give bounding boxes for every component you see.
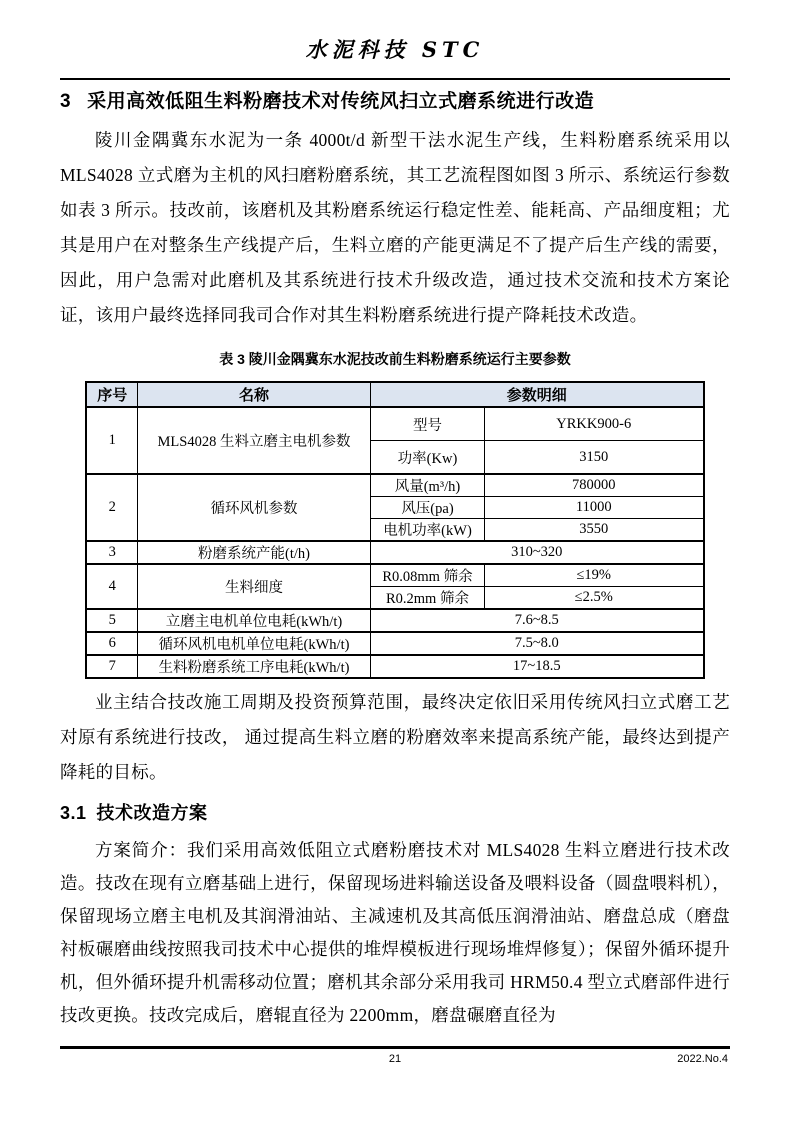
cell-param-value: YRKK900-6: [484, 407, 703, 441]
table-row: [86, 474, 703, 497]
cell-row-no: 2: [86, 474, 137, 541]
cell-param-value: 3550: [484, 519, 703, 542]
cell-row-value: 310~320: [370, 541, 703, 564]
section-heading: [60, 89, 730, 115]
cell-param-name: 电机功率(kW): [370, 519, 484, 542]
cell-param-value: 3150: [484, 441, 703, 475]
page-number: 21: [388, 1053, 402, 1065]
cell-param-name: R0.2mm 筛余: [370, 587, 484, 610]
col-header-name: 名称: [137, 382, 370, 407]
col-header-detail: 参数明细: [370, 382, 703, 407]
cell-row-name: 循环风机电机单位电耗(kWh/t): [137, 632, 370, 655]
cell-row-name: 生料粉磨系统工序电耗(kWh/t): [137, 655, 370, 678]
section-number: 3: [60, 91, 72, 112]
table-row: [86, 655, 703, 678]
parameters-table: [85, 381, 704, 679]
table-row: [86, 609, 703, 632]
table-caption: 表 3 陵川金隅冀东水泥技改前生料粉磨系统运行主要参数: [219, 351, 571, 367]
cell-row-no: 3: [86, 541, 137, 564]
cell-param-value: ≤2.5%: [484, 587, 703, 610]
cell-row-no: 6: [86, 632, 137, 655]
section-title: 采用高效低阻生料粉磨技术对传统风扫立式磨系统进行改造: [87, 91, 595, 112]
cell-row-no: 7: [86, 655, 137, 678]
cell-row-value: 7.5~8.0: [370, 632, 703, 655]
subsection-number: 3.1: [60, 803, 87, 823]
cell-row-name: 循环风机参数: [137, 474, 370, 541]
issue-label: 2022.No.4: [677, 1053, 728, 1065]
cell-param-value: 11000: [484, 497, 703, 519]
paragraph-plan: 方案简介：我们采用高效低阻立式磨粉磨技术对 MLS4028 生料立磨进行技术改造。技改在现有立磨基础上进行，保留现场进料输送设备及喂料设备（圆盘喂料机），保留现场立磨主电机及其润滑油站、主减速机及其高低压润滑油站、磨盘总成（磨盘衬板碾磨曲线按照我司技术中心提供的堆焊模板进行现场堆焊修复）；保留外循环提升机，但外循环提升机需移动位置；磨机其余部分采用我司 HRM50.4 型立式磨部件进行技改更换。技改完成后，磨辊直径为 2200mm，磨盘碾磨直径为: [60, 840, 730, 1025]
cell-param-name: 风量(m³/h): [370, 474, 484, 497]
page-footer: [60, 1046, 730, 1071]
paragraph-decision: 业主结合技改施工周期及投资预算范围，最终决定依旧采用传统风扫立式磨工艺对原有系统进行技改， 通过提高生料立磨的粉磨效率来提高系统产能，最终达到提产降耗的目标。: [60, 692, 730, 782]
subsection-heading: [60, 800, 730, 826]
cell-row-no: 5: [86, 609, 137, 632]
cell-param-name: R0.08mm 筛余: [370, 564, 484, 587]
header-rule: [60, 78, 730, 80]
cell-param-name: 风压(pa): [370, 497, 484, 519]
cell-param-value: 780000: [484, 474, 703, 497]
cell-row-value: 17~18.5: [370, 655, 703, 678]
cell-param-value: ≤19%: [484, 564, 703, 587]
cell-row-value: 7.6~8.5: [370, 609, 703, 632]
cell-row-name: 生料细度: [137, 564, 370, 609]
table-row: [86, 632, 703, 655]
cell-param-name: 功率(Kw): [370, 441, 484, 475]
table-header-row: [86, 382, 703, 407]
subsection-title: 技术改造方案: [96, 803, 208, 823]
cell-row-no: 1: [86, 407, 137, 474]
cell-row-name: 粉磨系统产能(t/h): [137, 541, 370, 564]
cell-row-name: MLS4028 生料立磨主电机参数: [137, 407, 370, 474]
table-row: [86, 541, 703, 564]
cell-param-name: 型号: [370, 407, 484, 441]
table-row: [86, 564, 703, 587]
table-row: [86, 407, 703, 441]
cell-row-no: 4: [86, 564, 137, 609]
cell-row-name: 立磨主电机单位电耗(kWh/t): [137, 609, 370, 632]
journal-title: 水泥科技 STC: [305, 37, 485, 62]
paragraph-intro: 陵川金隅冀东水泥为一条 4000t/d 新型干法水泥生产线，生料粉磨系统采用以 MLS4028 立式磨为主机的风扫磨粉磨系统，其工艺流程图如图 3 所示、系统运行参数如表 3 所示。技改前，该磨机及其粉磨系统运行稳定性差、能耗高、产品细度粗；尤其是用户在对整条生产线提产后，生料立磨的产能更满足不了提产后生产线的需要，因此，用户急需对此磨机及其系统进行技术升级改造，通过技术交流和技术方案论证，该用户最终选择同我司合作对其生料粉磨系统进行提产降耗技术改造。: [60, 130, 730, 325]
col-header-index: 序号: [86, 382, 137, 407]
